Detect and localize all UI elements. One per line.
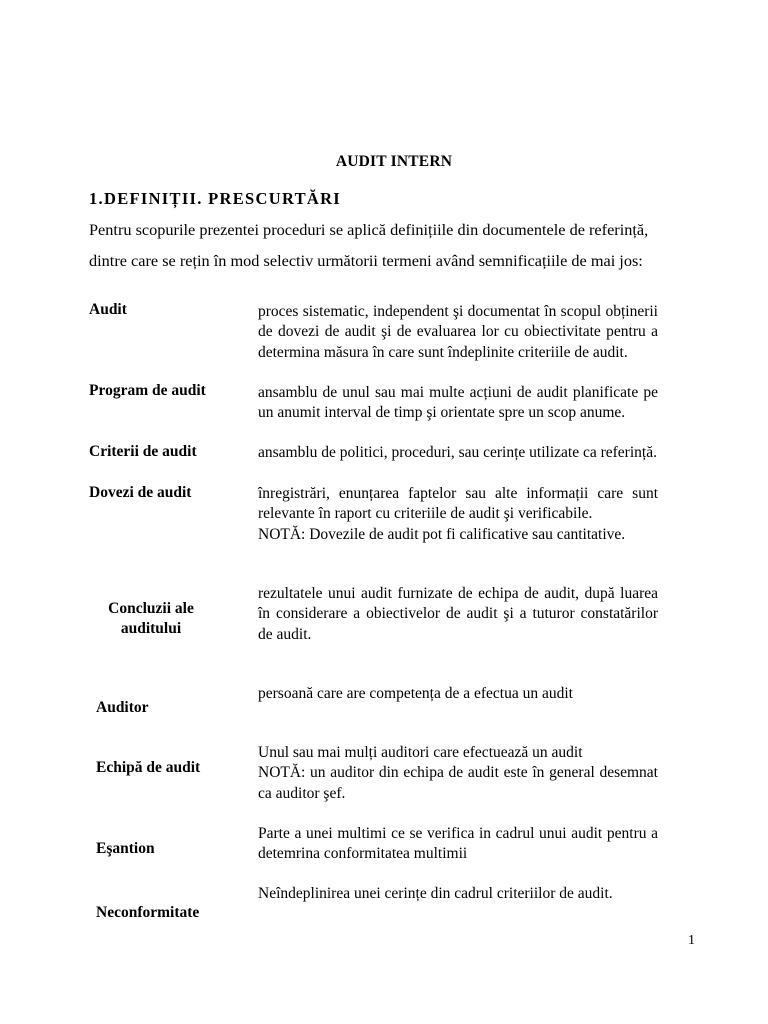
- definition-paragraph: ansamblu de unul sau mai multe acțiuni de audit planificate pe un anumit interval de timp şi orientate spre un scop anume.: [258, 384, 658, 422]
- definition-paragraph: Unul sau mai mulți auditori care efectuează un audit: [258, 744, 583, 761]
- definition-concluzii-ale-auditului: [258, 584, 658, 645]
- term-dovezi-de-audit: Dovezi de audit: [89, 484, 192, 501]
- definition-paragraph: persoană care are competența de a efectua un audit: [258, 685, 573, 702]
- intro-line-1: Pentru scopurile prezentei proceduri se aplică definițiile din documentele de referință,: [89, 220, 649, 239]
- page-number: 1: [688, 933, 695, 948]
- term-criterii-de-audit: Criterii de audit: [89, 443, 197, 460]
- definition-note: NOTĂ: un auditor din echipa de audit este în general desemnat ca auditor şef.: [258, 764, 658, 802]
- term-program-de-audit: Program de audit: [89, 382, 206, 399]
- term-neconformitate: Neconformitate: [96, 904, 200, 921]
- definition-criterii-de-audit: [258, 443, 658, 463]
- term-echipa-de-audit: Echipă de audit: [96, 759, 201, 776]
- intro-line-2: dintre care se rețin în mod selectiv următorii termeni având semnificațiile de mai jos:: [89, 251, 643, 270]
- definition-note: NOTĂ: Dovezile de audit pot fi calificative sau cantitative.: [258, 525, 626, 543]
- definition-auditor: [258, 684, 658, 704]
- document-title: AUDIT INTERN: [335, 153, 453, 170]
- definition-paragraph: proces sistematic, independent şi documentat în scopul obținerii de dovezi de audit şi de evaluarea lor cu obiectivitate pentru a determina măsura în care sunt îndeplinite criteriile de audit.: [258, 303, 658, 361]
- definition-echipa-de-audit: [258, 743, 658, 804]
- term-concluzii-ale-auditului: Concluzii ale auditului: [108, 600, 194, 637]
- definition-dovezi-de-audit: [258, 484, 658, 545]
- definition-paragraph: înregistrări, enunțarea faptelor sau alte informații care sunt relevante în raport cu criteriile de audit şi verificabile.: [258, 485, 658, 523]
- definition-esantion: [258, 824, 658, 865]
- definition-paragraph: rezultatele unui audit furnizate de echipa de audit, după luarea în considerare a obiectivelor de audit şi a tuturor constatărilor de audit.: [258, 585, 658, 643]
- section-heading: 1.DEFINIȚII. PRESCURTĂRI: [89, 189, 342, 208]
- term-audit: Audit: [89, 301, 127, 318]
- term-auditor: Auditor: [96, 699, 149, 716]
- definition-audit: [258, 302, 658, 363]
- definition-paragraph: Neîndeplinirea unei cerințe din cadrul criteriilor de audit.: [258, 885, 613, 902]
- definition-paragraph: ansamblu de politici, proceduri, sau cerințe utilizate ca referință.: [258, 444, 657, 461]
- definition-neconformitate: [258, 884, 658, 904]
- definition-program-de-audit: [258, 383, 658, 424]
- definition-paragraph: Parte a unei multimi ce se verifica in cadrul unui audit pentru a detemrina conformitatea multimii: [258, 825, 658, 863]
- term-esantion: Eşantion: [96, 840, 155, 857]
